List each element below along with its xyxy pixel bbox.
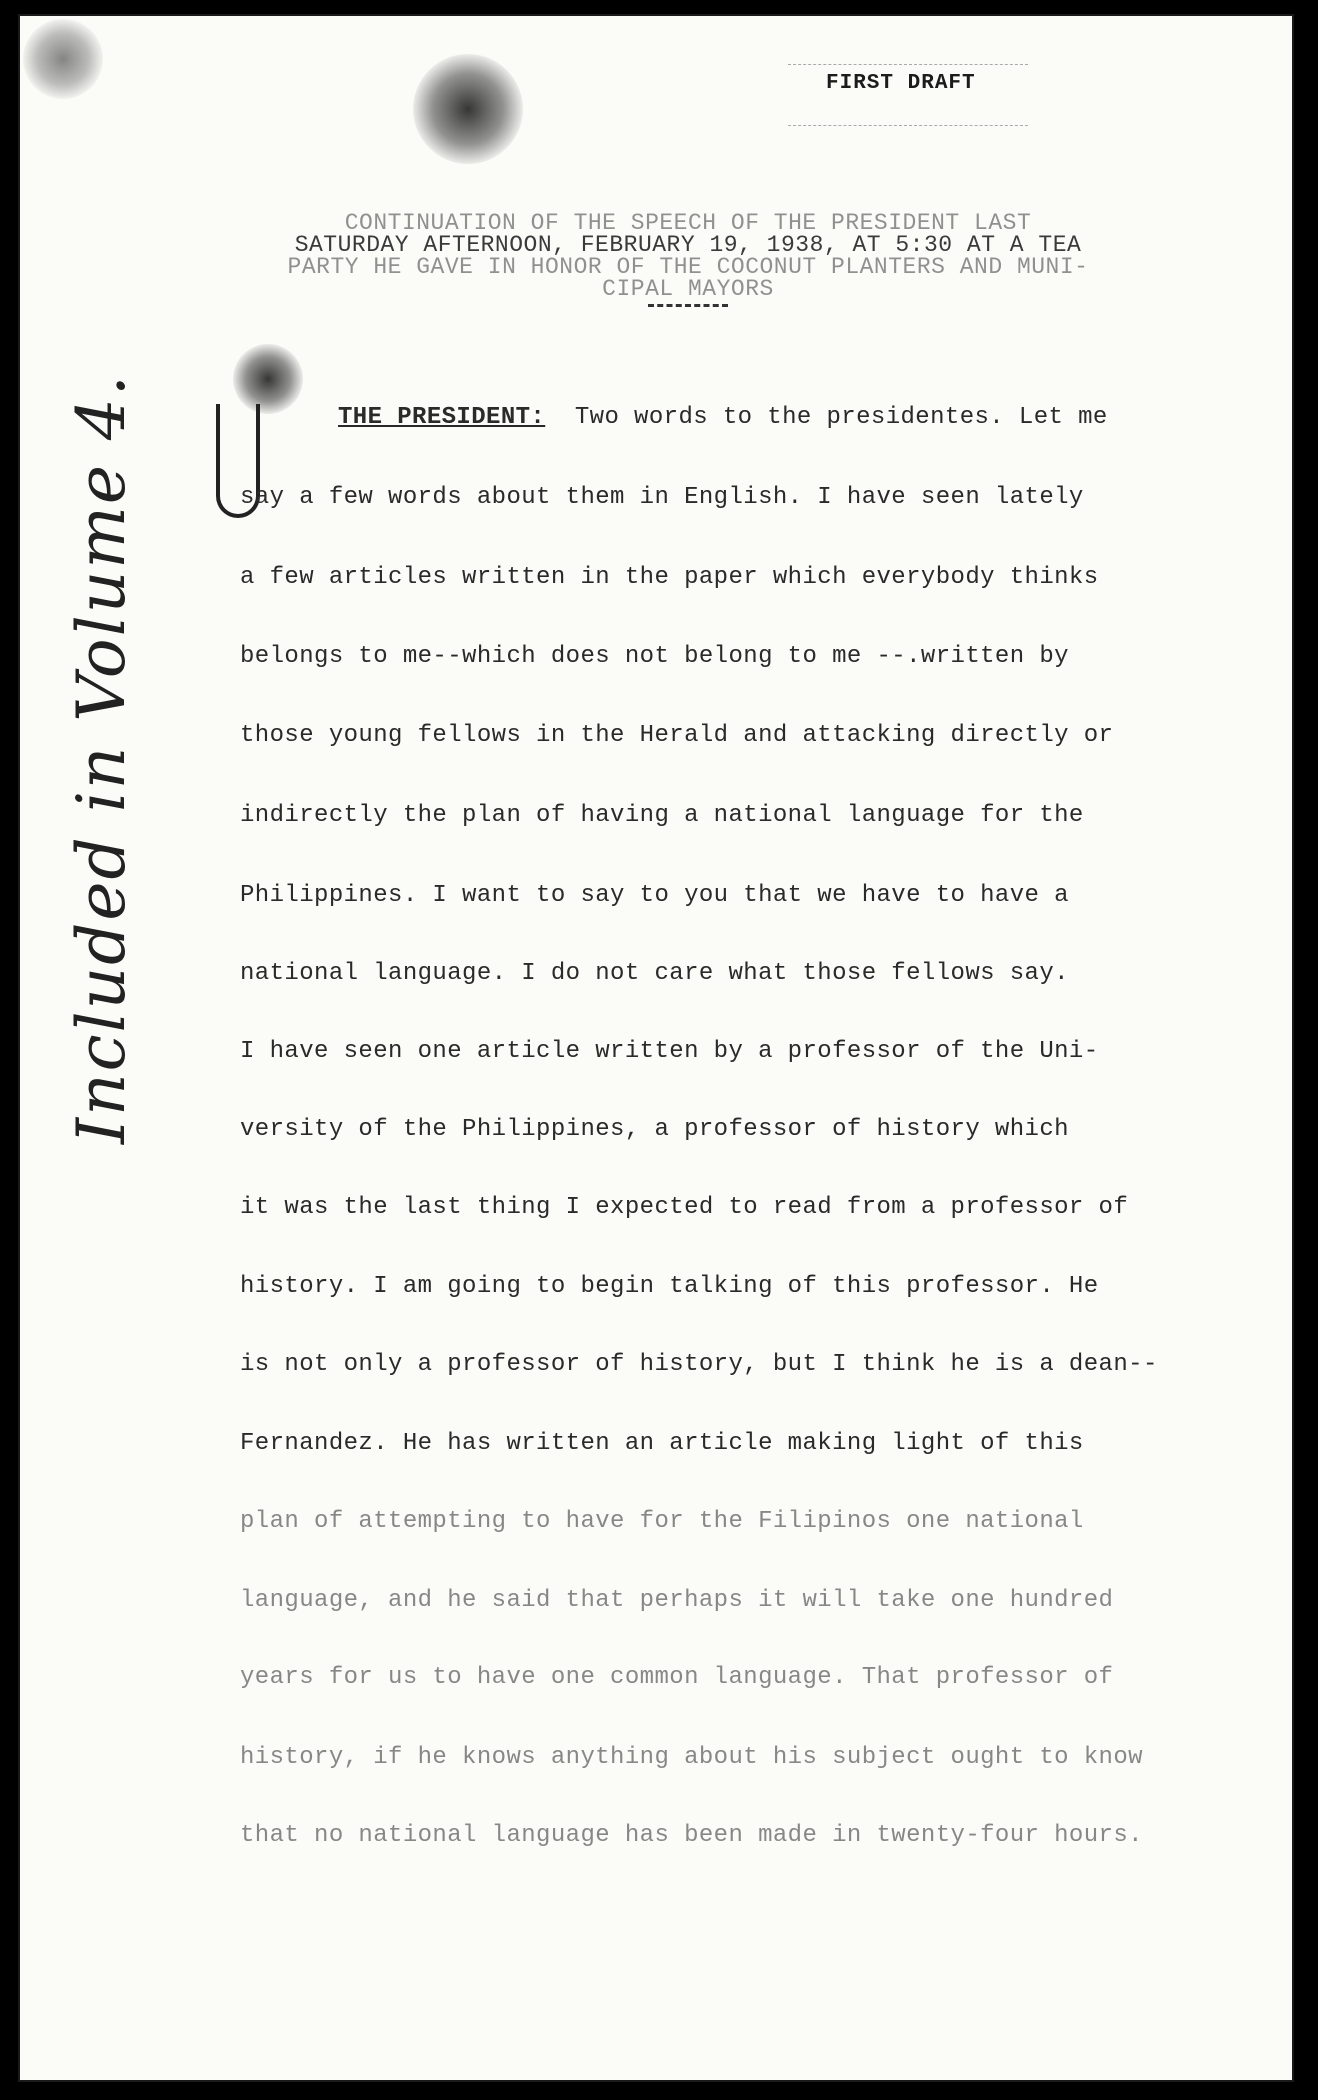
ink-smudge <box>23 19 103 99</box>
body-text-segment: Two words to the presidentes. Let me <box>574 404 1108 431</box>
body-line: history. I am going to begin talking of this professor. He <box>240 1273 1099 1300</box>
heading-line: SATURDAY AFTERNOON, FEBRUARY 19, 1938, AT 5:30 AT A TEA <box>294 232 1082 258</box>
body-line: history, if he knows anything about his subject ought to know <box>240 1744 1143 1771</box>
handwritten-margin-note: Included in Volume 4. <box>63 373 140 1144</box>
body-line: national language. I do not care what those fellows say. <box>240 960 1069 987</box>
body-line: indirectly the plan of having a national language for the <box>240 802 1084 829</box>
heading-rule <box>648 304 728 307</box>
heading-line: PARTY HE GAVE IN HONOR OF THE COCONUT PLANTERS AND MUNI- <box>287 254 1089 280</box>
body-line: versity of the Philippines, a professor of history which <box>240 1116 1069 1143</box>
heading-line: CONTINUATION OF THE SPEECH OF THE PRESIDENT LAST <box>344 210 1032 236</box>
body-line: Fernandez. He has written an article making light of this <box>240 1430 1084 1457</box>
body-line: belongs to me--which does not belong to me --.written by <box>240 643 1069 670</box>
body-line: say a few words about them in English. I have seen lately <box>240 484 1084 511</box>
heading-line: CIPAL MAYORS <box>602 276 774 302</box>
ink-smudge <box>413 54 523 164</box>
body-line: plan of attempting to have for the Filipinos one national <box>240 1508 1084 1535</box>
body-line: it was the last thing I expected to read from a professor of <box>240 1194 1129 1221</box>
body-line: Philippines. I want to say to you that we have to have a <box>240 882 1069 909</box>
body-line: language, and he said that perhaps it will take one hundred <box>240 1587 1114 1614</box>
document-page <box>18 14 1294 2082</box>
body-line: is not only a professor of history, but I think he is a dean-- <box>240 1351 1158 1378</box>
body-line: those young fellows in the Herald and attacking directly or <box>240 722 1114 749</box>
body-line: years for us to have one common language. That professor of <box>240 1664 1114 1691</box>
document-heading <box>238 212 1138 307</box>
body-line: that no national language has been made in twenty-four hours. <box>240 1822 1143 1849</box>
body-line: a few articles written in the paper which everybody thinks <box>240 564 1099 591</box>
body-line-first <box>338 404 1108 431</box>
draft-stamp: FIRST DRAFT <box>826 72 976 95</box>
speaker-label: THE PRESIDENT: <box>338 404 546 431</box>
body-line: I have seen one article written by a professor of the Uni- <box>240 1038 1099 1065</box>
